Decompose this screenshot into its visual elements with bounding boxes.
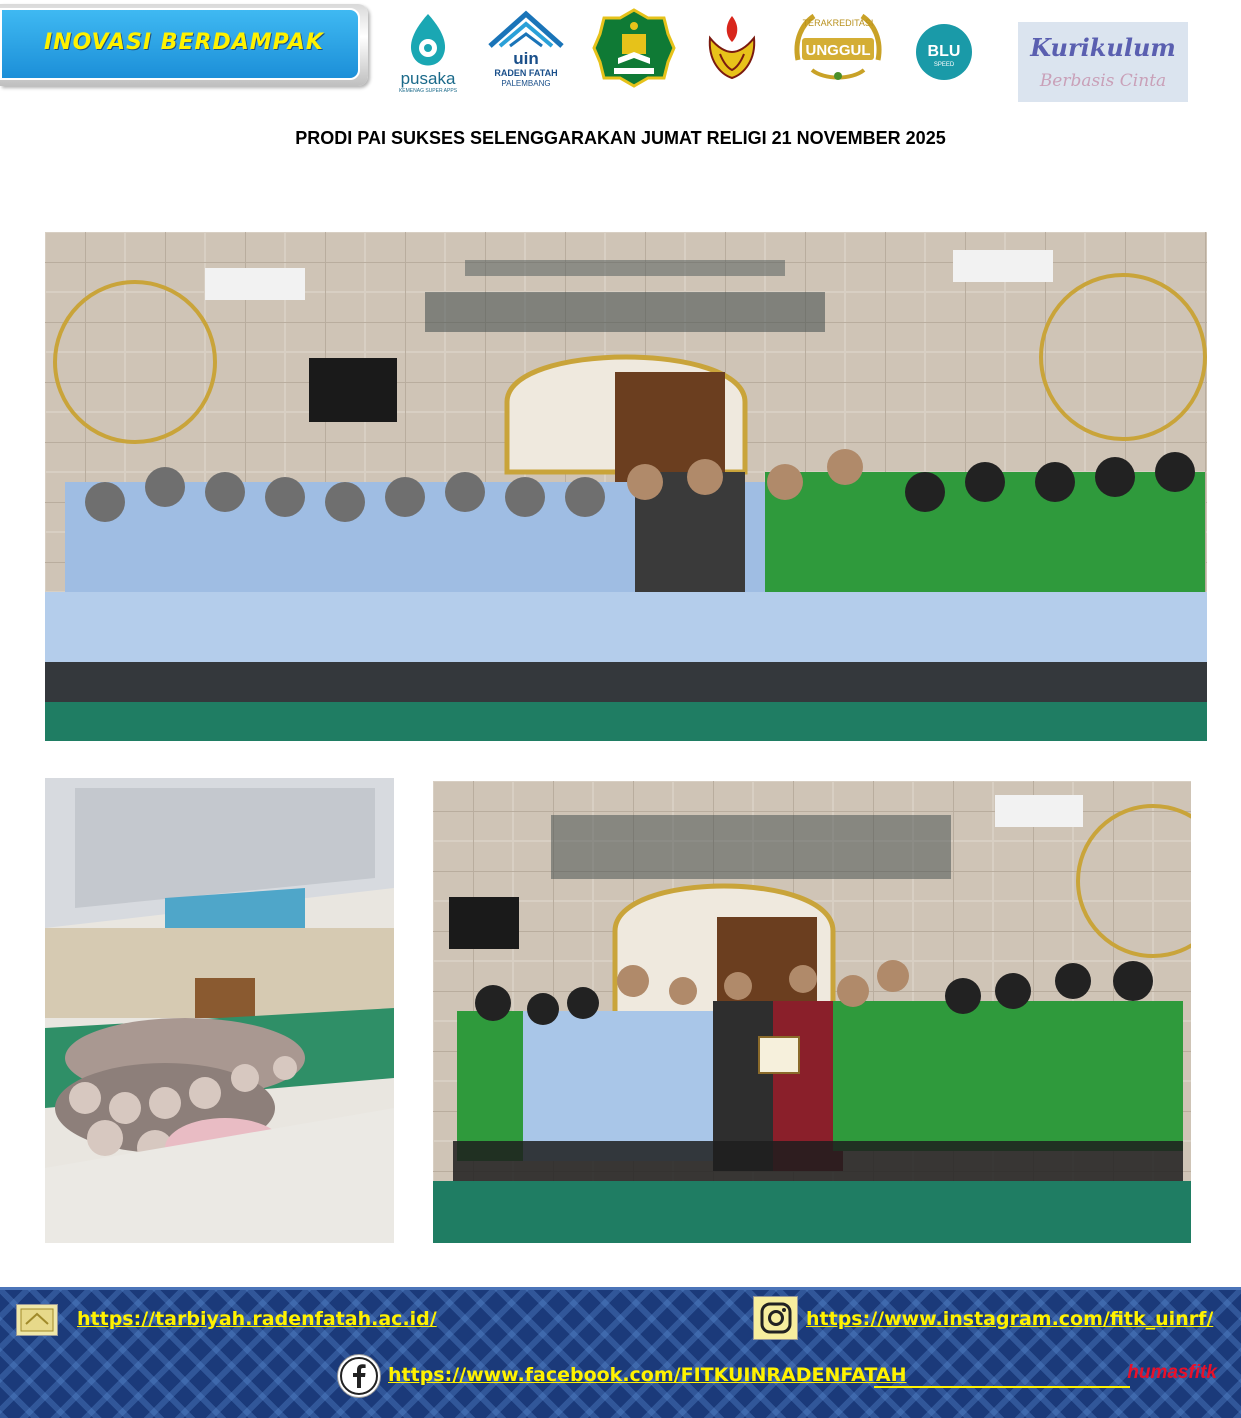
kemenag-logo <box>592 8 676 88</box>
footer <box>0 1287 1241 1418</box>
certificate-handover-photo <box>433 781 1191 1243</box>
website-link[interactable]: https://tarbiyah.radenfatah.ac.id/ <box>77 1308 437 1330</box>
unggul-top-label: TERAKREDITASI <box>802 18 874 28</box>
unggul-accreditation-logo <box>784 0 892 102</box>
facebook-underline-extension <box>874 1386 1130 1388</box>
blu-label: BLU <box>927 43 961 60</box>
uin-raden-fatah-logo <box>480 4 572 92</box>
uin-label: uin <box>513 49 539 68</box>
kurikulum-label: Kurikulum <box>1030 33 1176 62</box>
kurikulum-berbasis-cinta-logo <box>1018 22 1188 102</box>
berbasis-cinta-label: Berbasis Cinta <box>1039 71 1167 91</box>
facebook-link[interactable]: https://www.facebook.com/FITKUINRADENFATAH <box>388 1364 907 1386</box>
mosque-interior-photo <box>45 778 394 1243</box>
humas-label: humasfitk <box>1127 1362 1217 1383</box>
group-photo-main <box>45 232 1207 741</box>
dharma-wanita-logo <box>702 8 762 84</box>
uin-sublabel-2: PALEMBANG <box>501 79 551 88</box>
facebook-icon[interactable] <box>337 1354 381 1398</box>
page-title: PRODI PAI SUKSES SELENGGARAKAN JUMAT RELIGI 21 NOVEMBER 2025 <box>295 128 946 148</box>
uin-sublabel-1: RADEN FATAH <box>494 68 558 78</box>
pusaka-logo <box>390 8 466 94</box>
header-banner <box>0 4 368 86</box>
blu-logo <box>914 22 974 82</box>
unggul-label: UNGGUL <box>805 42 871 59</box>
instagram-link[interactable]: https://www.instagram.com/fitk_uinrf/ <box>806 1308 1214 1330</box>
pusaka-label: pusaka <box>400 69 456 88</box>
pusaka-sublabel: KEMENAG SUPER APPS <box>398 88 458 94</box>
instagram-icon[interactable] <box>753 1296 798 1340</box>
banner-title: INOVASI BERDAMPAK <box>44 30 324 55</box>
fitk-logo-icon <box>16 1304 58 1336</box>
header-banner-inner <box>0 8 360 80</box>
blu-sublabel: SPEED <box>933 62 955 68</box>
